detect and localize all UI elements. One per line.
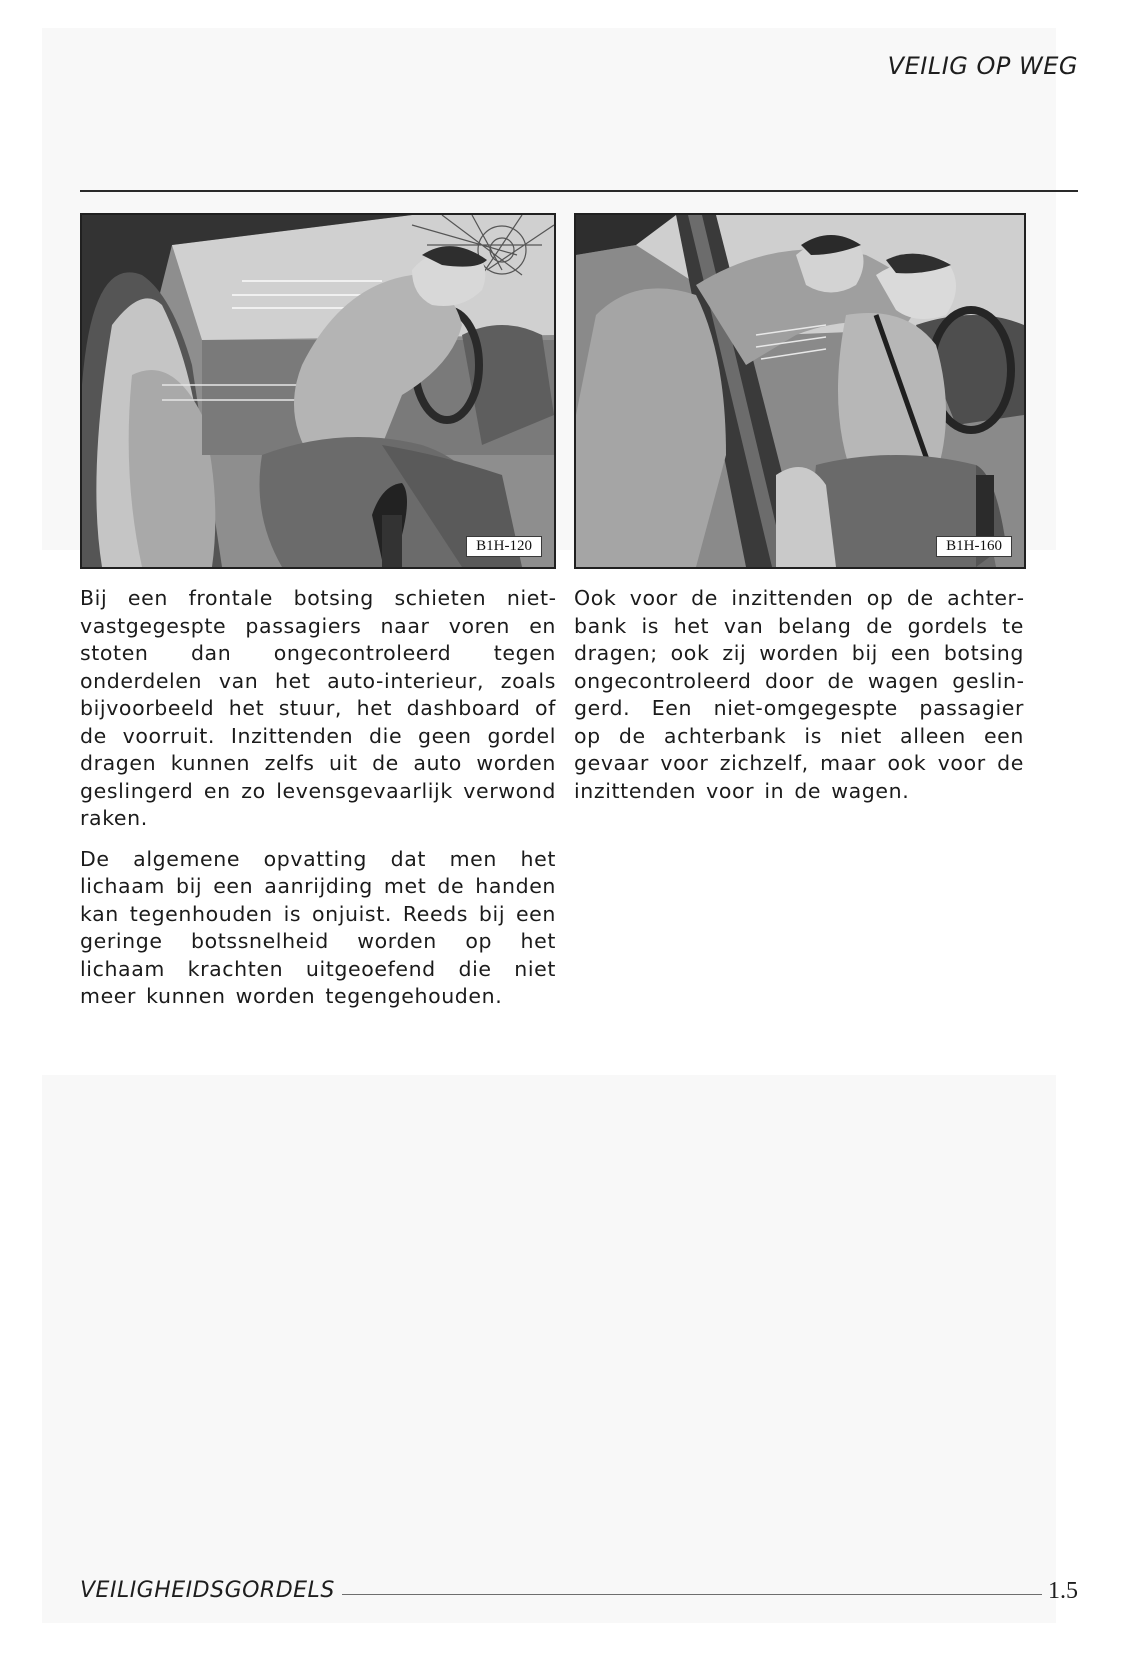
figure-code-label: B1H-160 xyxy=(936,536,1012,557)
paragraph: Ook voor de inzittenden op de achterbank is het van belang de gordels te dragen; ook zij worden bij een botsing ongecontroleerd door de wagen geslingerd. Een niet-omgegespte passagier op de achterbank is niet alleen een gevaar voor zichzelf, maar ook voor de inzittenden voor in de wagen. xyxy=(574,586,1024,803)
paragraph: De algemene opvatting dat men het lichaam bij een aanrijding met de handen kan tegenhouden is onjuist. Reeds bij een geringe botssnelheid worden op het lichaam krachten uitgeoefend die niet meer kunnen worden tegengehouden. xyxy=(80,846,556,1008)
footer-section-title: VEILIGHEIDSGORDELS xyxy=(80,1578,335,1603)
header-divider xyxy=(80,190,1078,192)
figure-rear-passenger-collision xyxy=(574,213,1026,569)
rear-passenger-thrown-forward-illustration xyxy=(576,215,1024,567)
page-panel-bottom xyxy=(42,1075,1056,1623)
paragraph: Bij een frontale botsing schieten nietvastgegespte passagiers naar voren en stoten dan ongecontroleerd tegen onderdelen van het auto-interieur, zoals bijvoorbeeld het stuur, het dashboard of de voorruit. Inzittenden die geen gordel dragen kunnen zelfs uit de auto worden geslingerd en zo levensgevaarlijk verwond raken. xyxy=(80,586,556,830)
page-number: 1.5 xyxy=(1048,1578,1078,1604)
section-header: VEILIG OP WEG xyxy=(887,52,1078,80)
body-text-right xyxy=(574,585,1024,818)
driver-hitting-windshield-illustration xyxy=(82,215,554,567)
figure-code-label: B1H-120 xyxy=(466,536,542,557)
figure-frontal-collision xyxy=(80,213,556,569)
footer-divider xyxy=(342,1594,1042,1595)
body-text-left xyxy=(80,585,556,1024)
